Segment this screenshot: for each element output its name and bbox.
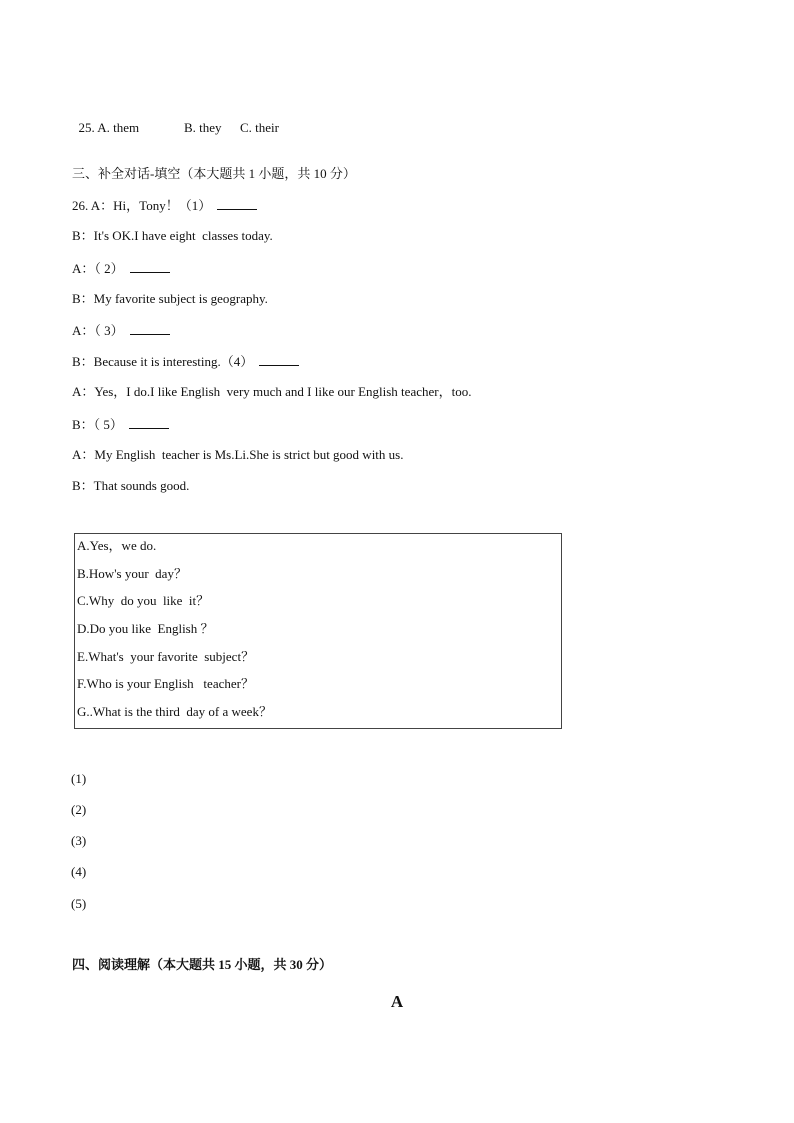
dialogue-line-4 [72,291,268,307]
dialogue-text: 26. A：Hi，Tony！（1） [72,198,212,213]
dialogue-text: B：（ 5） [72,417,123,432]
answer-blank [259,353,299,366]
dialogue-text: B：That sounds good. [72,478,190,493]
dialogue-text: A：Yes，I do.I like English very much and I like our English teacher，too. [72,384,472,399]
answer-blank [217,197,257,210]
dialogue-line-5 [72,322,170,339]
answer-slot-2: (2) [71,802,87,817]
option-e: E.What's your favorite subject？ [77,649,255,664]
answer-blank [130,322,170,335]
option-g: G..What is the third day of a week？ [77,704,272,719]
dialogue-line-10 [72,478,189,494]
dialogue-line-8 [72,416,169,433]
answer-slot-4: (4) [71,864,87,879]
dialogue-text: A：My English teacher is Ms.Li.She is strict but good with us. [72,447,404,462]
dialogue-text: A：（ 3） [72,323,124,338]
section-3-title: 三、补全对话-填空（本大题共 1 小题，共 10 分） [72,166,356,181]
q25-option-b: B. they [184,120,222,135]
answer-slot-3: (3) [71,833,87,848]
answer-blank [130,260,170,273]
answer-slot-1: (1) [71,771,87,786]
answer-slot-5: (5) [71,896,87,911]
dialogue-text: B：My favorite subject is geography. [72,291,268,306]
answer-blank [129,416,169,429]
option-c: C.Why do you like it？ [77,593,210,608]
options-box [74,533,562,729]
dialogue-line-9 [72,447,403,463]
dialogue-text: A：（ 2） [72,261,124,276]
question-25 [72,104,279,136]
dialogue-line-6 [72,353,299,370]
dialogue-line-3 [72,260,170,277]
passage-heading: A [390,992,404,1011]
dialogue-text: B：Because it is interesting.（4） [72,354,254,369]
dialogue-line-2 [72,228,273,244]
option-a: A.Yes，we do. [77,538,157,553]
dialogue-text: B：It's OK.I have eight classes today. [72,228,273,243]
option-f: F.Who is your English teacher？ [77,676,254,691]
dialogue-line-7 [72,384,471,400]
dialogue-line-1 [72,197,257,214]
q25-option-a: 25. A. them [78,120,140,135]
section-4-title: 四、阅读理解（本大题共 15 小题，共 30 分） [72,957,333,972]
q25-option-c: C. their [240,120,279,135]
option-d: D.Do you like English ？ [77,621,214,636]
option-b: B.How's your day？ [77,566,187,581]
